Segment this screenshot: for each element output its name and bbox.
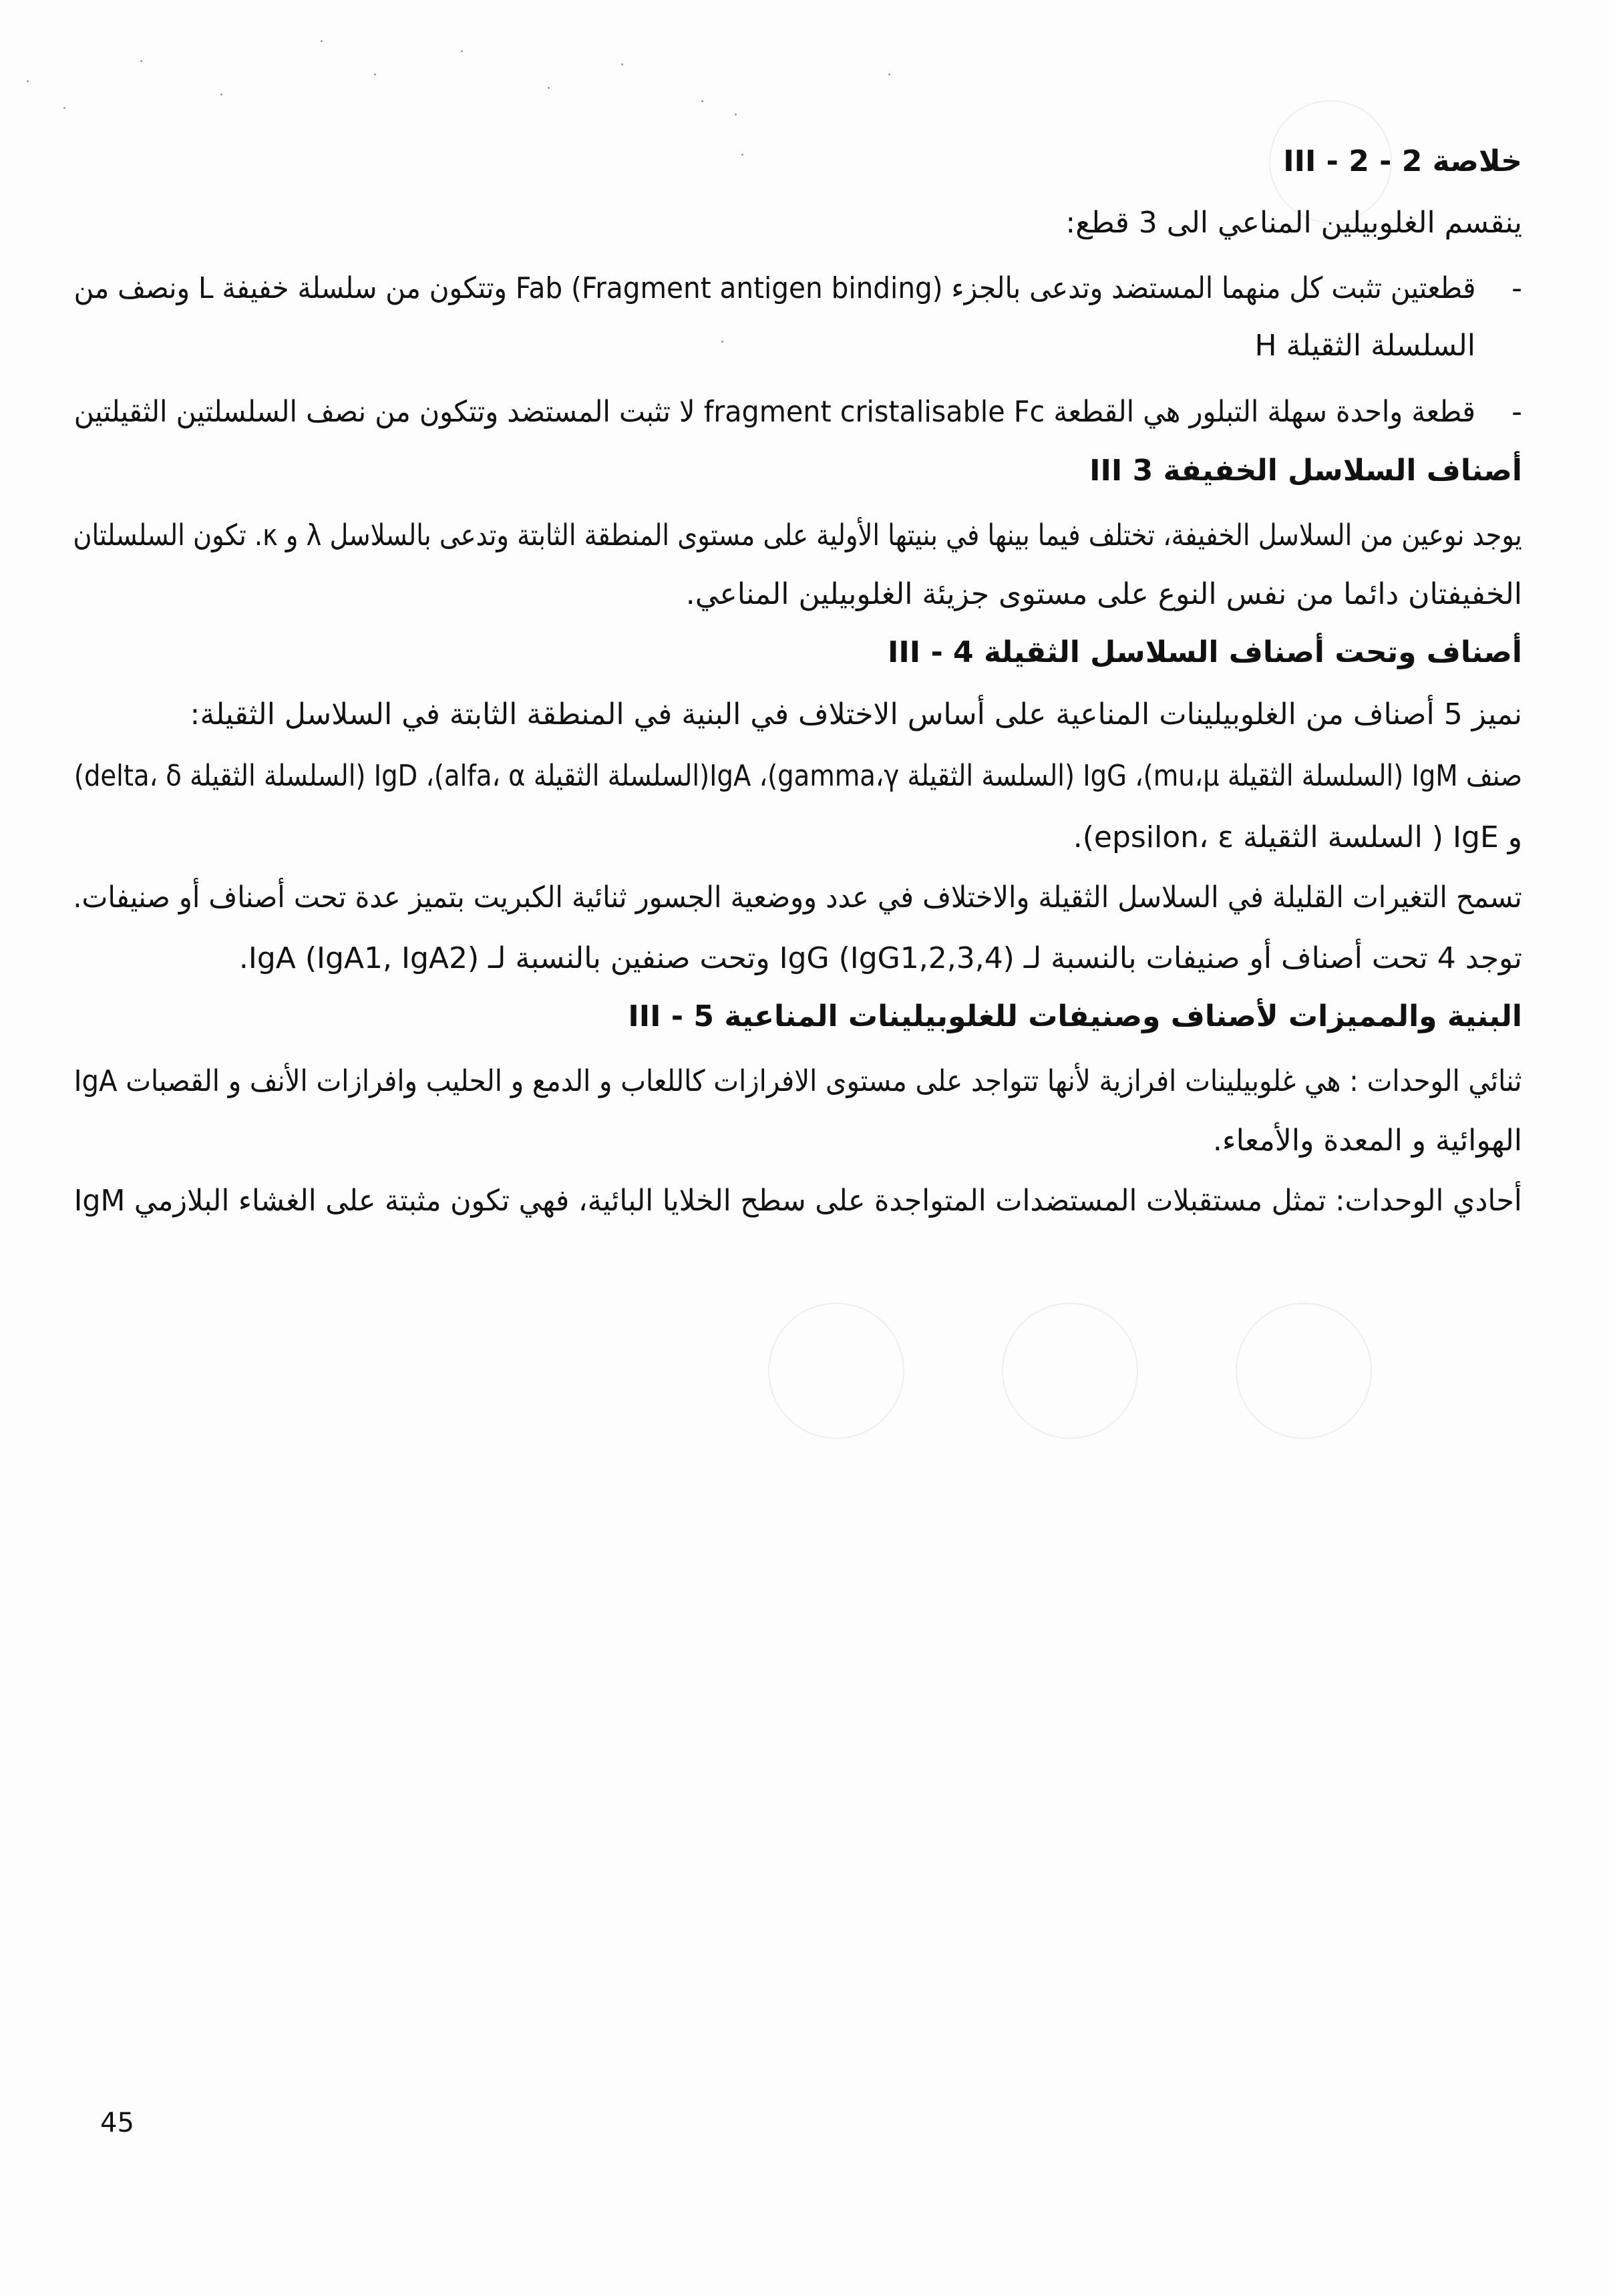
section-heading-3: III 3 أصناف السلاسل الخفيفة [1089, 454, 1522, 488]
bullet-item-continuation: السلسلة الثقيلة H [1254, 329, 1475, 363]
paragraph: ينقسم الغلوبيلين المناعي الى 3 قطع: [1065, 206, 1522, 240]
paragraph-line: صنف IgM (السلسلة الثقيلة mu،µ)، IgG (السلسة الثقيلة gamma،γ)، IgA(السلسلة الثقيلة alfa، α)، IgD (السلسلة الثقيلة delta، δ) [73, 759, 1522, 793]
bullet-item: قطعتين تثبت كل منهما المستضد وتدعى بالجزء Fab (Fragment antigen binding) وتتكون من سلسلة خفيفة L ونصف من [73, 271, 1475, 305]
paragraph-line: الهوائية و المعدة والأمعاء. [1212, 1124, 1522, 1158]
bullet-dash: - [1511, 395, 1522, 429]
section-heading-5: III - 5 البنية والمميزات لأصناف وصنيفات للغلوبيلينات المناعية [628, 999, 1522, 1033]
paragraph: IgM أحادي الوحدات: تمثل مستقبلات المستضدات المتواجدة على سطح الخلايا البائية، فهي تكون مثبتة على الغشاء البلازمي [74, 1184, 1522, 1218]
bullet-item: قطعة واحدة سهلة التبلور هي القطعة fragment cristalisable Fc لا تثبت المستضد وتتكون من نصف السلسلتين الثقيلتين [73, 395, 1475, 429]
document-body [73, 0, 1522, 1269]
page-number: 45 [100, 2108, 134, 2138]
bullet-dash: - [1511, 271, 1522, 305]
paragraph: تسمح التغيرات القليلة في السلاسل الثقيلة والاختلاف في عدد ووضعية الجسور ثنائية الكبريت بتميز عدة تحت أصناف أو صنيفات. [73, 880, 1522, 915]
paragraph-line: يوجد نوعين من السلاسل الخفيفة، تختلف فيما بينها في بنيتها الأولية على مستوى المنطقة الثابتة وتدعى بالسلاسل λ و κ. تكون السلسلتان [73, 518, 1522, 552]
paragraph-line: IgA ثنائي الوحدات : هي غلوبيلينات افرازية لأنها تتواجد على مستوى الافرازات كاللعاب و الدمع و الحليب وافرازات الأنف و القصبات [73, 1064, 1523, 1098]
paragraph-line: و IgE ( السلسة الثقيلة epsilon، ε). [1073, 820, 1522, 854]
section-heading-2-2: III - 2 - 2 خلاصة [1283, 144, 1522, 178]
paragraph-line: الخفيفتان دائما من نفس النوع على مستوى جزيئة الغلوبيلين المناعي. [685, 577, 1522, 611]
section-heading-4: III - 4 أصناف وتحت أصناف السلاسل الثقيلة [888, 635, 1522, 669]
paragraph: توجد 4 تحت أصناف أو صنيفات بالنسبة لـ IgG (IgG1,2,3,4) وتحت صنفين بالنسبة لـ IgA (IgA1, IgA2). [238, 941, 1522, 975]
paragraph: نميز 5 أصناف من الغلوبيلينات المناعية على أساس الاختلاف في البنية في المنطقة الثابتة في السلاسل الثقيلة: [190, 697, 1522, 731]
